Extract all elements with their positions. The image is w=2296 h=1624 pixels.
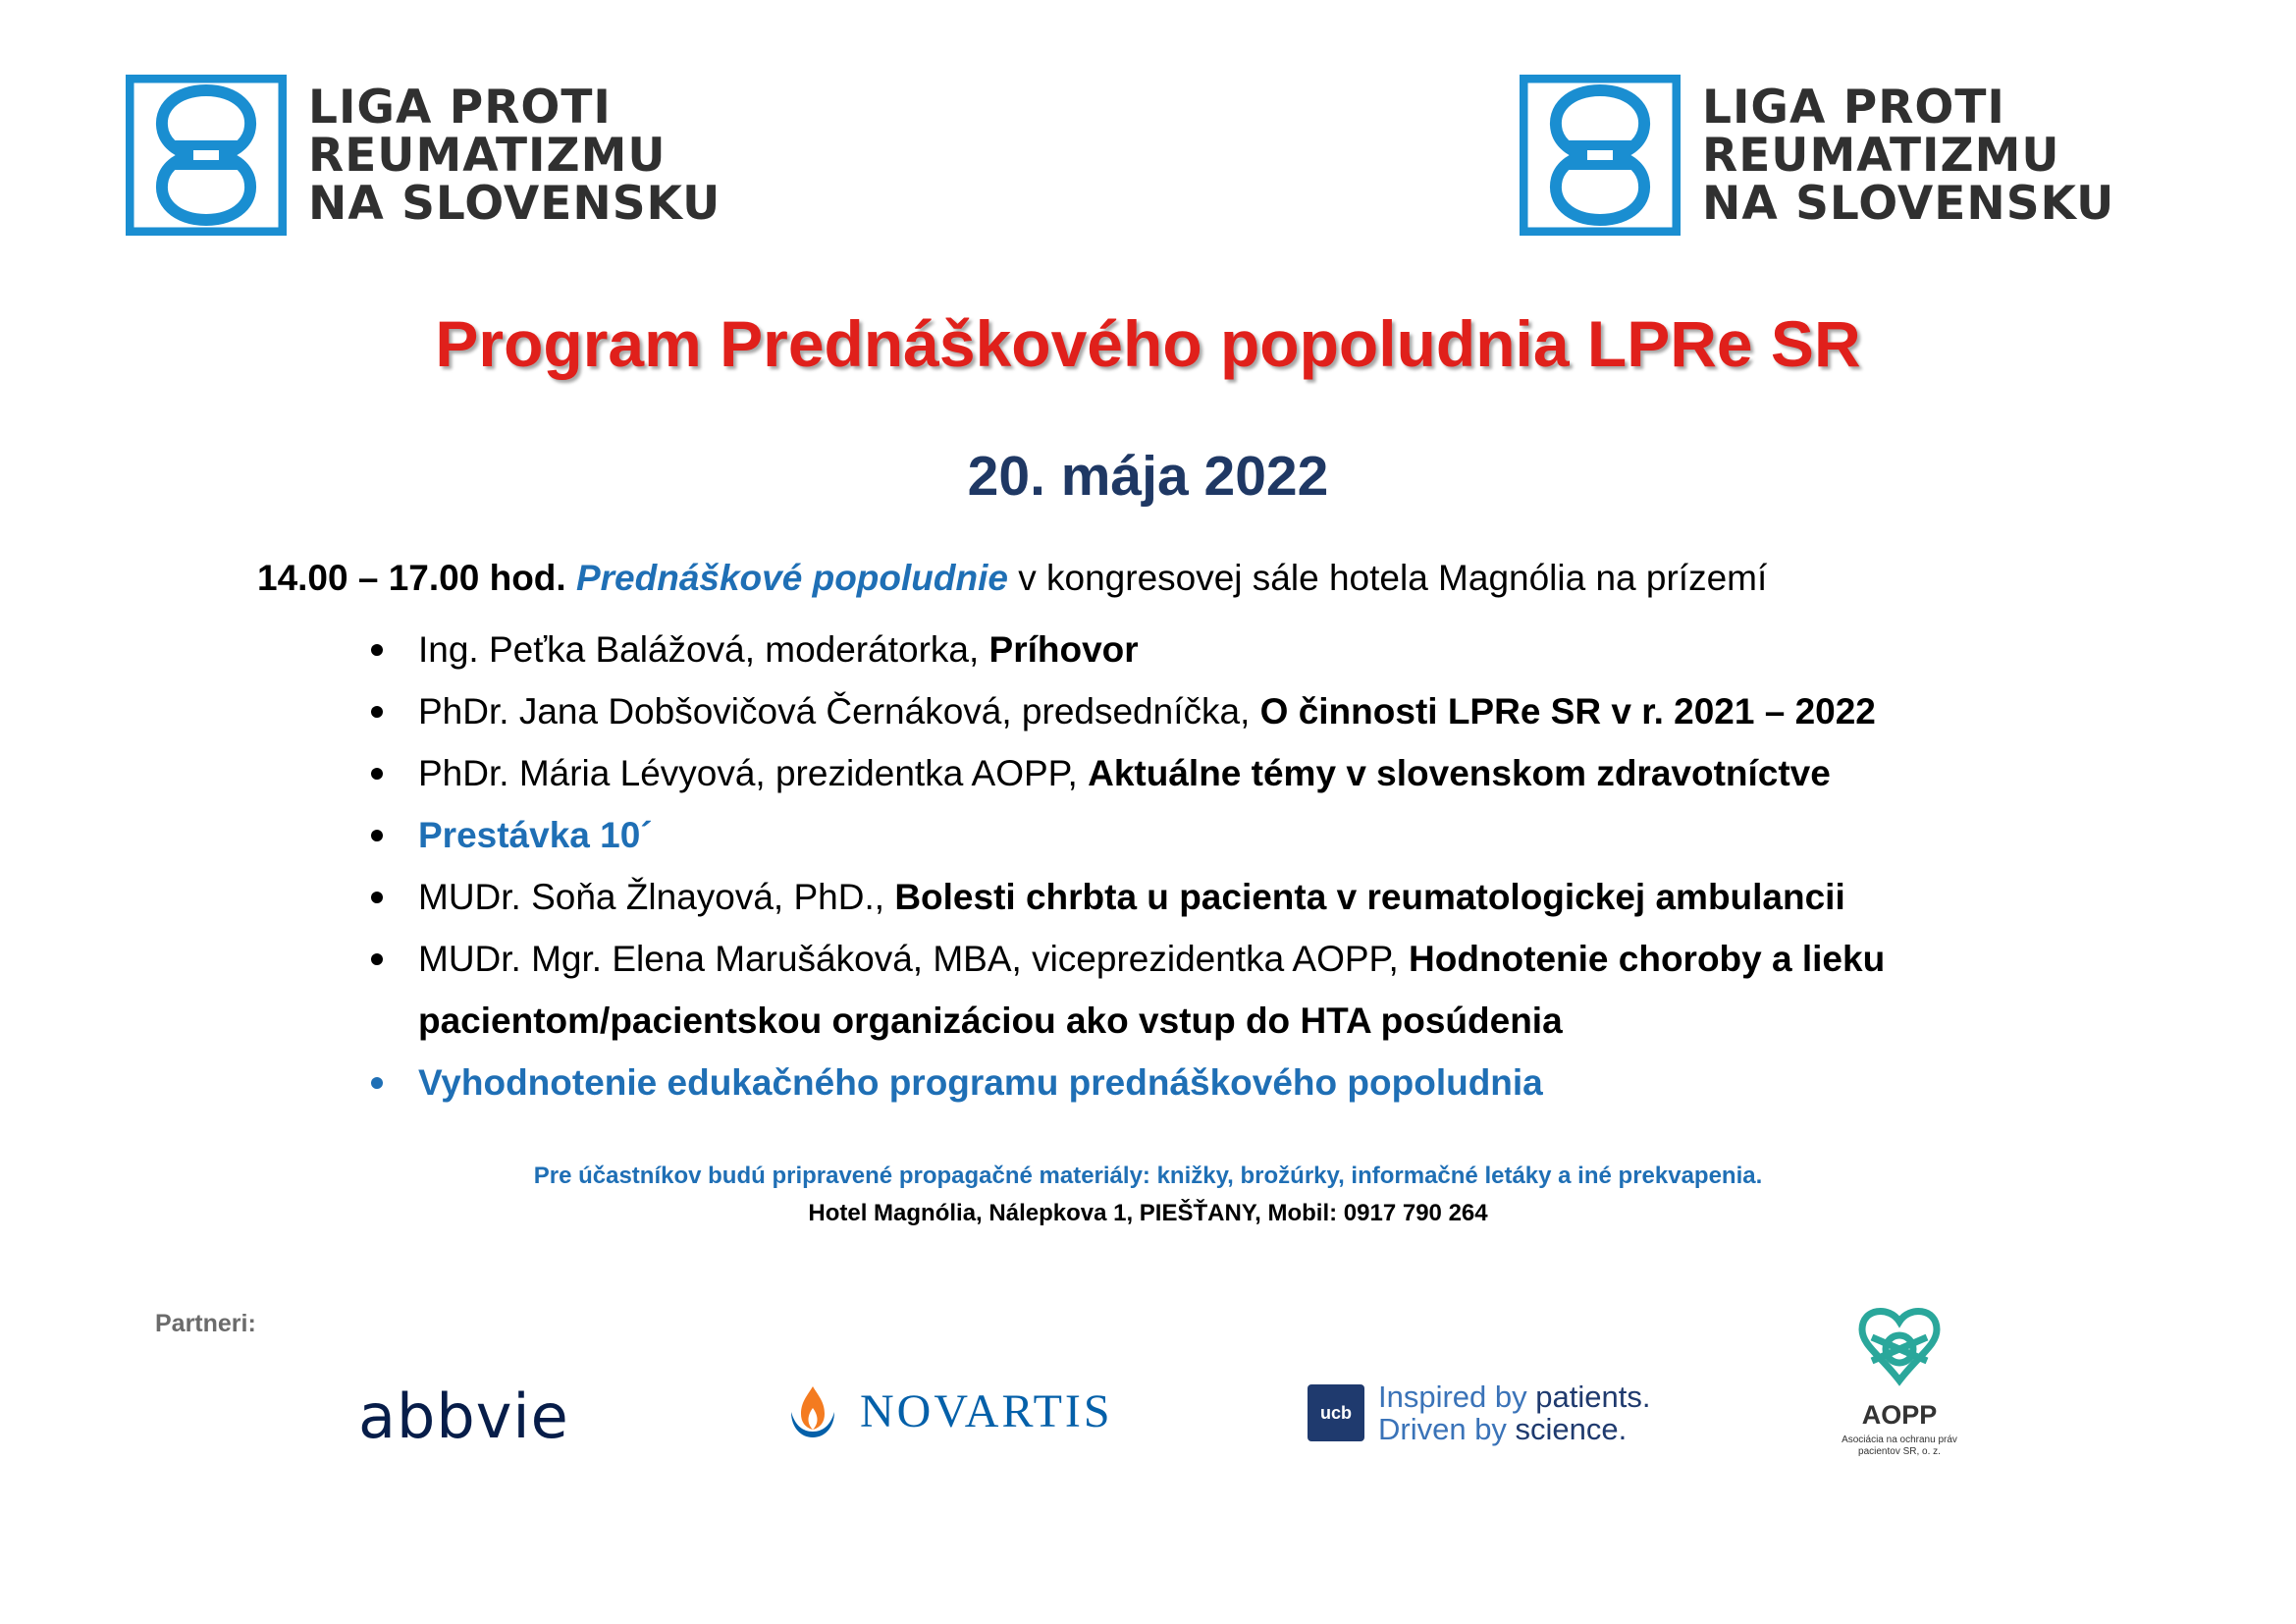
- liga-emblem-icon: [126, 75, 287, 236]
- liga-logo-right: [1520, 75, 2114, 236]
- program-time: 14.00 – 17.00 hod.: [257, 558, 566, 598]
- event-date: 20. mája 2022: [967, 445, 1329, 508]
- logo-line: NA SLOVENSKU: [308, 176, 721, 231]
- novartis-flame-icon: [787, 1382, 838, 1439]
- logo-line: REUMATIZMU: [308, 128, 667, 183]
- bullet-icon: [371, 706, 383, 718]
- item-speaker: PhDr. Mária Lévyová, prezidentka AOPP,: [418, 753, 1089, 793]
- program-break: [371, 804, 2099, 866]
- logo-line: NA SLOVENSKU: [1702, 176, 2115, 231]
- item-topic: Bolesti chrbta u pacienta v reumatologickej ambulancii: [894, 877, 1845, 917]
- novartis-logo: [787, 1382, 1113, 1439]
- venue-address: Hotel Magnólia, Nálepkova 1, PIEŠŤANY, Mobil: 0917 790 264: [808, 1200, 1488, 1226]
- program-item: [371, 742, 2099, 804]
- ucb-tagline-part: science.: [1515, 1412, 1628, 1446]
- materials-note: Pre účastníkov budú pripravené propagačné materiály: knižky, brožúrky, informačné letáky a iné prekvapenia.: [533, 1163, 1763, 1189]
- ucb-badge-icon: ucb: [1308, 1384, 1364, 1441]
- aopp-subtitle-line: Asociácia na ochranu práv: [1842, 1435, 1957, 1445]
- program-evaluation: [371, 1052, 2099, 1113]
- aopp-logo: [1826, 1302, 1973, 1458]
- item-topic: Príhovor: [988, 629, 1139, 670]
- program-venue: v kongresovej sále hotela Magnólia na prízemí: [1007, 558, 1768, 598]
- ucb-tagline-part: Inspired by: [1378, 1380, 1536, 1414]
- partners-label: Partneri:: [155, 1310, 256, 1337]
- ucb-tagline-line: [1378, 1413, 1650, 1445]
- page-title: Program Prednáškového popoludnia LPRe SR: [435, 307, 1861, 380]
- item-topic: O činnosti LPRe SR v r. 2021 – 2022: [1259, 691, 1876, 731]
- item-topic: Aktuálne témy v slovenskom zdravotníctve: [1088, 753, 1831, 793]
- program-intro: [257, 558, 1767, 599]
- program-item: [371, 928, 2099, 1052]
- liga-logo-left: [126, 75, 721, 236]
- aopp-subtitle-line: pacientov SR, o. z.: [1858, 1446, 1941, 1457]
- liga-emblem-icon: [1520, 75, 1681, 236]
- bullet-icon: [371, 953, 383, 965]
- bullet-icon: [371, 830, 383, 841]
- logo-line: REUMATIZMU: [1702, 128, 2060, 183]
- item-speaker: MUDr. Mgr. Elena Marušáková, MBA, viceprezidentka AOPP,: [418, 939, 1410, 979]
- item-speaker: PhDr. Jana Dobšovičová Černáková, predsedníčka,: [418, 691, 1260, 731]
- evaluation-label: Vyhodnotenie edukačného programu prednáškového popoludnia: [418, 1062, 1543, 1103]
- abbvie-logo: abbvie: [358, 1380, 569, 1452]
- program-list: [371, 619, 2099, 1113]
- novartis-wordmark: NOVARTIS: [860, 1384, 1113, 1437]
- program-item: [371, 680, 2099, 742]
- aopp-wordmark: AOPP: [1861, 1400, 1938, 1430]
- item-topic: Hodnotenie choroby a lieku pacientom/pacientskou organizáciou ako vstup do HTA posúdenia: [418, 939, 1886, 1041]
- item-speaker: Ing. Peťka Balážová, moderátorka,: [418, 629, 989, 670]
- aopp-subtitle: [1842, 1435, 1957, 1458]
- program-item: [371, 619, 2099, 680]
- aopp-emblem-icon: [1850, 1302, 1949, 1396]
- program-item: [371, 866, 2099, 928]
- bullet-icon: [371, 892, 383, 903]
- ucb-tagline: [1378, 1380, 1650, 1445]
- logo-line: LIGA PROTI: [308, 80, 612, 135]
- liga-wordmark: [1702, 80, 2115, 231]
- item-speaker: MUDr. Soňa Žlnayová, PhD.,: [418, 877, 895, 917]
- ucb-tagline-part: Driven by: [1378, 1412, 1516, 1446]
- ucb-tagline-part: patients.: [1535, 1380, 1651, 1414]
- program-label: Prednáškové popoludnie: [575, 558, 1008, 598]
- bullet-icon: [371, 1077, 383, 1089]
- ucb-logo: [1308, 1380, 1650, 1445]
- break-label: Prestávka 10´: [418, 815, 653, 855]
- bullet-icon: [371, 644, 383, 656]
- ucb-tagline-line: [1378, 1380, 1650, 1413]
- bullet-icon: [371, 768, 383, 780]
- logo-line: LIGA PROTI: [1702, 80, 2005, 135]
- liga-wordmark: [308, 80, 721, 231]
